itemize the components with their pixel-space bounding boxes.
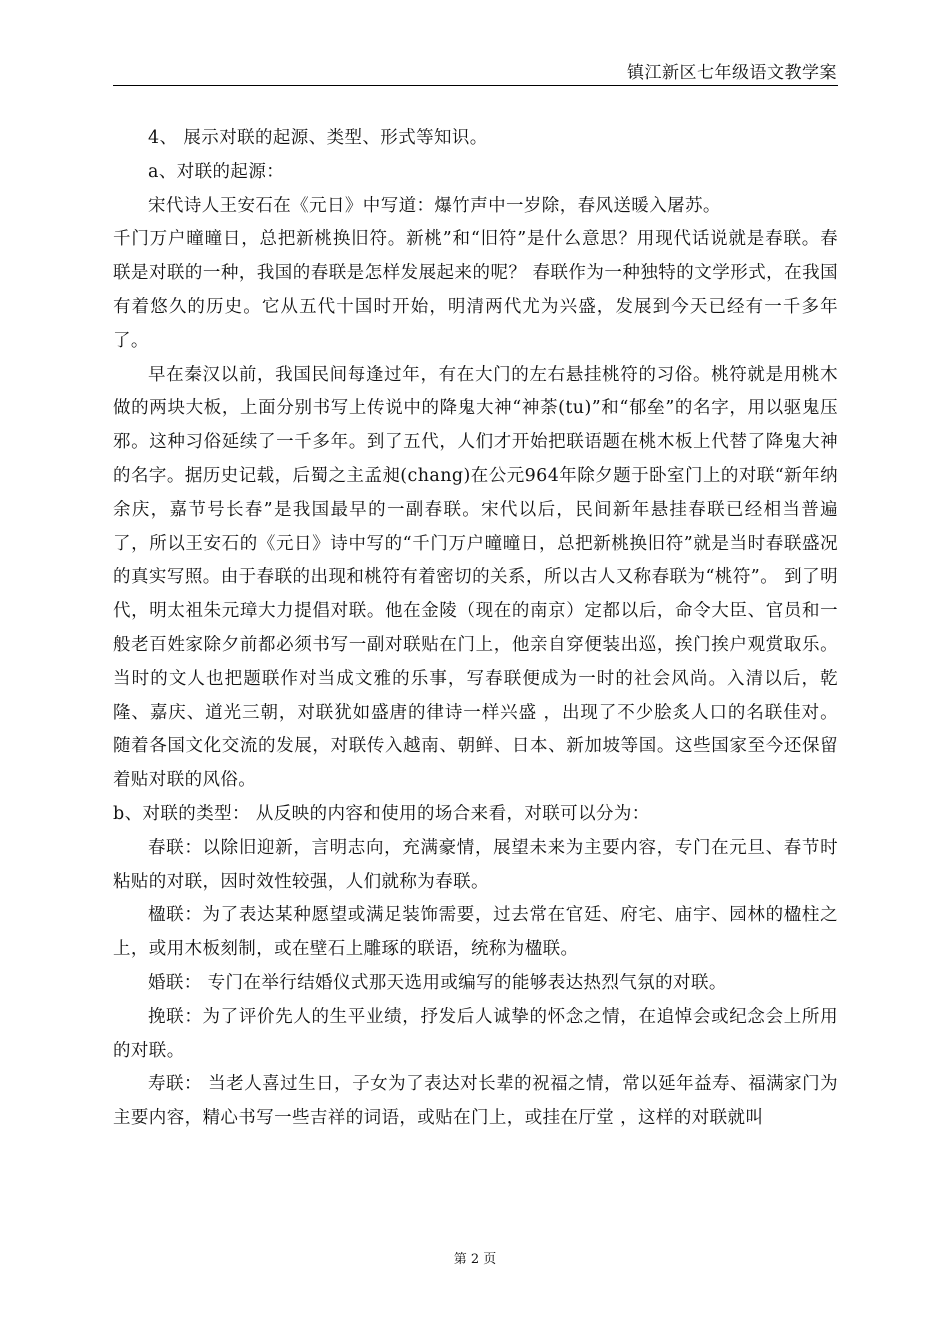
- document-body: [113, 122, 838, 1136]
- paragraph-origin-heading: a、对联的起源：: [148, 161, 285, 182]
- paragraph-type-yinglian: 楹联：为了表达某种愿望或满足装饰需要，过去常在官廷、府宅、庙宇、园林的楹柱之上，或用木板刻制，或在壁石上雕琢的联语，统称为楹联。: [113, 905, 838, 960]
- paragraph-type-shoulian: 寿联： 当老人喜过生日，子女为了表达对长辈的祝福之情，常以延年益寿、福满家门为主要内容，精心书写一些吉祥的词语，或贴在门上，或挂在厅堂 ，这样的对联就叫: [113, 1074, 838, 1129]
- paragraph-type-hunlian: 婚联： 专门在举行结婚仪式那天选用或编写的能够表达热烈气氛的对联。: [148, 972, 727, 993]
- paragraph-type-wanlian: 挽联：为了评价先人的生平业绩，抒发后人诚挚的怀念之情，在追悼会或纪念会上所用的对联。: [113, 1006, 838, 1061]
- paragraph-types-heading: b、对联的类型： 从反映的内容和使用的场合来看，对联可以分为：: [113, 803, 650, 824]
- paragraph-poem-intro: 宋代诗人王安石在《元日》中写道：爆竹声中一岁除，春风送暖入屠苏。: [148, 195, 721, 216]
- paragraph-type-chunlian: 春联：以除旧迎新，言明志向，充满豪情，展望未来为主要内容，专门在元旦、春节时粘贴的对联，因时效性较强，人们就称为春联。: [113, 837, 838, 892]
- paragraph-taofu-history: 早在秦汉以前，我国民间每逢过年，有在大门的左右悬挂桃符的习俗。桃符就是用桃木做的两块大板，上面分别书写上传说中的降鬼大神“神荼(tu)”和“郁垒”的名字，用以驱鬼压邪。这种习俗延续了一千多年。到了五代，人们才开始把联语题在桃木板上代替了降鬼大神的名字。据历史记载，后蜀之主孟昶(chang)在公元964年除夕题于卧室门上的对联“新年纳余庆，嘉节号长春”是我国最早的一副春联。宋代以后，民间新年悬挂春联已经相当普遍了，所以王安石的《元日》诗中写的“千门万户曈曈日，总把新桃换旧符”就是当时春联盛况的真实写照。由于春联的出现和桃符有着密切的关系，所以古人又称春联为“桃符”。 到了明代，明太祖朱元璋大力提倡对联。他在金陵（现在的南京）定都以后，命令大臣、官员和一般老百姓家除夕前都必须书写一副对联贴在门上，他亲自穿便装出巡，挨门挨户观赏取乐。当时的文人也把题联作对当成文雅的乐事，写春联便成为一时的社会风尚。入清以后，乾隆、嘉庆、道光三朝，对联犹如盛唐的律诗一样兴盛 ，出现了不少脍炙人口的名联佳对。 随着各国文化交流的发展，对联传入越南、朝鲜、日本、新加坡等国。这些国家至今还保留着贴对联的风俗。: [113, 364, 838, 791]
- page-number: 第 2 页: [453, 1252, 497, 1267]
- header-divider: [113, 85, 838, 86]
- document-header-title: 镇江新区七年级语文教学案: [627, 63, 837, 83]
- paragraph-section-4-heading: 4、 展示对联的起源、类型、形式等知识。: [148, 128, 488, 148]
- paragraph-spring-couplet-history: 千门万户曈曈日，总把新桃换旧符。新桃”和“旧符”是什么意思？用现代话说就是春联。春联是对联的一种，我国的春联是怎样发展起来的呢？ 春联作为一种独特的文学形式，在我国有着悠久的历史。它从五代十国时开始，明清两代尤为兴盛，发展到今天已经有一千多年了。: [113, 229, 838, 351]
